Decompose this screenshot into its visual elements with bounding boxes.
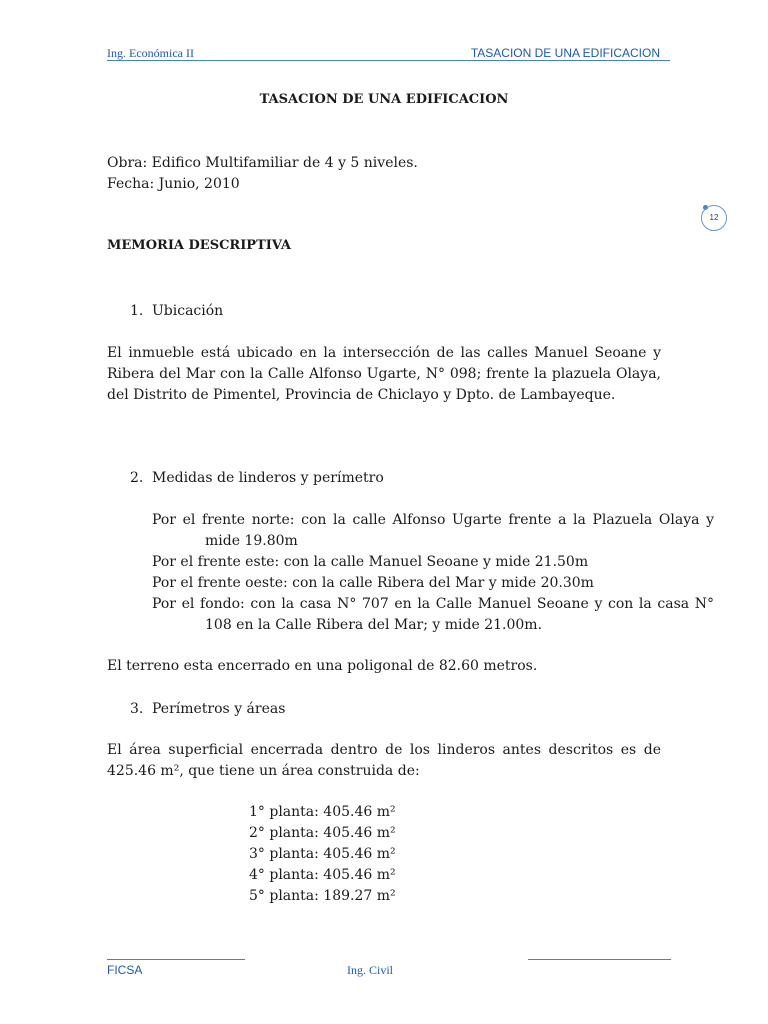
boundary-west: Por el frente oeste: con la calle Ribera del Mar y mide 20.30m xyxy=(152,575,594,591)
boundaries-list xyxy=(152,510,714,636)
footer-faculty: FICSA xyxy=(107,963,143,977)
boundary-north: Por el frente norte: con la calle Alfonso Ugarte frente a la Plazuela Olaya y mide 19.80m xyxy=(152,512,714,549)
section-2-title xyxy=(130,468,384,489)
section-3-paragraph: El área superficial encerrada dentro de los linderos antes descritos es de 425.46 m², que tiene un área construida de: xyxy=(107,742,661,779)
section-2-label: Medidas de linderos y perímetro xyxy=(152,470,384,486)
boundary-east: Por el frente este: con la calle Manuel Seoane y mide 21.50m xyxy=(152,554,589,570)
section-1-label: Ubicación xyxy=(152,303,224,319)
floor-area-item: 4° planta: 405.46 m² xyxy=(249,867,396,883)
header-course: Ing. Económica II xyxy=(107,46,194,60)
footer-divider-left xyxy=(107,959,245,960)
floor-area-item: 3° planta: 405.46 m² xyxy=(249,846,396,862)
section-3-title xyxy=(130,699,285,720)
section-3-label: Perímetros y áreas xyxy=(152,701,286,717)
floor-area-item: 5° planta: 189.27 m² xyxy=(249,888,396,904)
footer-department: Ing. Civil xyxy=(347,963,394,977)
obra-line: Obra: Edifico Multifamiliar de 4 y 5 niveles. xyxy=(107,155,418,171)
floor-area-item: 1° planta: 405.46 m² xyxy=(249,804,396,820)
fecha-line: Fecha: Junio, 2010 xyxy=(107,176,240,192)
footer-divider-right xyxy=(528,959,671,960)
perimeter-sentence: El terreno esta encerrado en una poligonal de 82.60 metros. xyxy=(107,658,538,674)
section-2-number: 2. xyxy=(130,470,144,486)
section-1-paragraph: El inmueble está ubicado en la intersección de las calles Manuel Seoane y Ribera del Mar con la Calle Alfonso Ugarte, N° 098; frente la plazuela Olaya, del Distrito de Pimentel, Provincia de Chiclayo y Dpto. de Lambayeque. xyxy=(107,345,661,403)
header-doc-title: TASACION DE UNA EDIFICACION xyxy=(470,46,660,60)
floor-area-item: 2° planta: 405.46 m² xyxy=(249,825,396,841)
floor-areas-list xyxy=(249,802,396,907)
boundary-back: Por el fondo: con la casa N° 707 en la Calle Manuel Seoane y con la casa N° 108 en la Calle Ribera del Mar; y mide 21.00m. xyxy=(152,596,714,633)
section-heading: MEMORIA DESCRIPTIVA xyxy=(107,238,292,253)
section-1-number: 1. xyxy=(130,303,144,319)
section-3-number: 3. xyxy=(130,701,144,717)
page-number-badge: 12 xyxy=(701,205,727,231)
section-1-title xyxy=(130,301,223,322)
header-divider xyxy=(107,60,670,61)
page-title: TASACION DE UNA EDIFICACION xyxy=(259,92,509,107)
